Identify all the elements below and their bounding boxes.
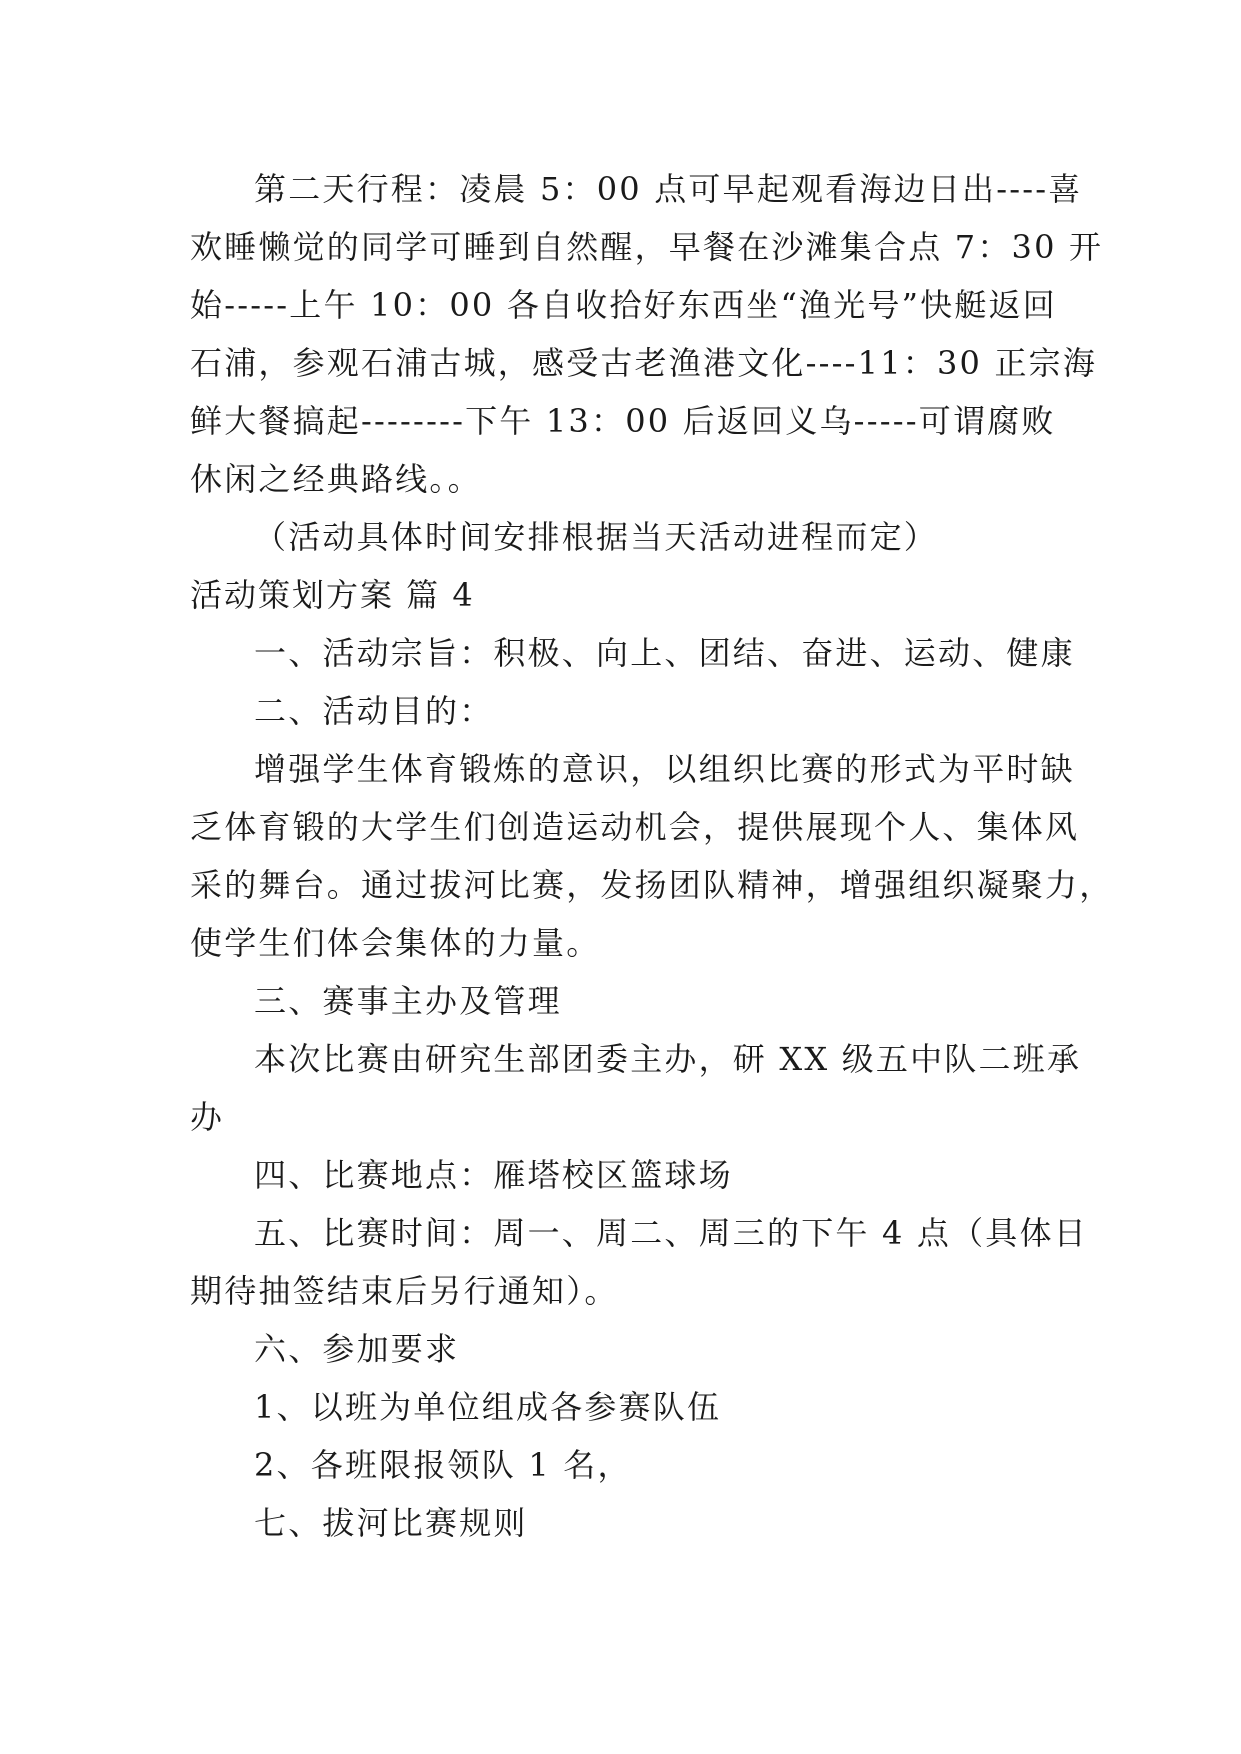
- schedule-note: （活动具体时间安排根据当天活动进程而定）: [254, 518, 939, 556]
- requirement-1: 1、以班为单位组成各参赛队伍: [254, 1388, 722, 1426]
- goal-line-4: 使学生们体会集体的力量。: [190, 924, 601, 962]
- goal-line-3: 采的舞台。通过拔河比赛，发扬团队精神，增强组织凝聚力，: [190, 866, 1114, 904]
- requirement-2: 2、各班限报领队 1 名，: [254, 1446, 632, 1484]
- venue-line: 四、比赛地点：雁塔校区篮球场: [254, 1156, 733, 1194]
- itinerary-line-4: 石浦，参观石浦古城，感受古老渔港文化----11：30 正宗海: [190, 344, 1098, 382]
- itinerary-line-1: 第二天行程：凌晨 5：00 点可早起观看海边日出----喜: [254, 170, 1083, 208]
- itinerary-line-3: 始-----上午 10：00 各自收拾好东西坐“渔光号”快艇返回: [190, 286, 1057, 324]
- section-title: 活动策划方案 篇 4: [190, 576, 475, 614]
- time-line-2: 期待抽签结束后另行通知）。: [190, 1272, 619, 1310]
- time-line-1: 五、比赛时间：周一、周二、周三的下午 4 点（具体日: [254, 1214, 1088, 1252]
- rules-heading: 七、拔河比赛规则: [254, 1504, 528, 1542]
- paragraph-time: [190, 1204, 1088, 1320]
- goal-heading: 二、活动目的：: [254, 692, 494, 730]
- organizer-line-1: 本次比赛由研究生部团委主办，研 XX 级五中队二班承: [254, 1040, 1082, 1078]
- paragraph-itinerary: [190, 160, 1104, 508]
- goal-line-1: 增强学生体育锻炼的意识，以组织比赛的形式为平时缺: [254, 750, 1075, 788]
- paragraph-organizer: [190, 1030, 1082, 1146]
- document-body: [190, 160, 1114, 1552]
- itinerary-line-6: 休闲之经典路线。。: [190, 460, 482, 498]
- purpose-heading: 一、活动宗旨：积极、向上、团结、奋进、运动、健康: [254, 634, 1075, 672]
- paragraph-goal: [190, 740, 1114, 972]
- itinerary-line-2: 欢睡懒觉的同学可睡到自然醒，早餐在沙滩集合点 7：30 开: [190, 228, 1104, 266]
- organizer-heading: 三、赛事主办及管理: [254, 982, 562, 1020]
- organizer-line-2: 办: [190, 1098, 225, 1136]
- requirements-heading: 六、参加要求: [254, 1330, 460, 1368]
- goal-line-2: 乏体育锻的大学生们创造运动机会，提供展现个人、集体风: [190, 808, 1080, 846]
- itinerary-line-5: 鲜大餐搞起--------下午 13：00 后返回义乌-----可谓腐败: [190, 402, 1056, 440]
